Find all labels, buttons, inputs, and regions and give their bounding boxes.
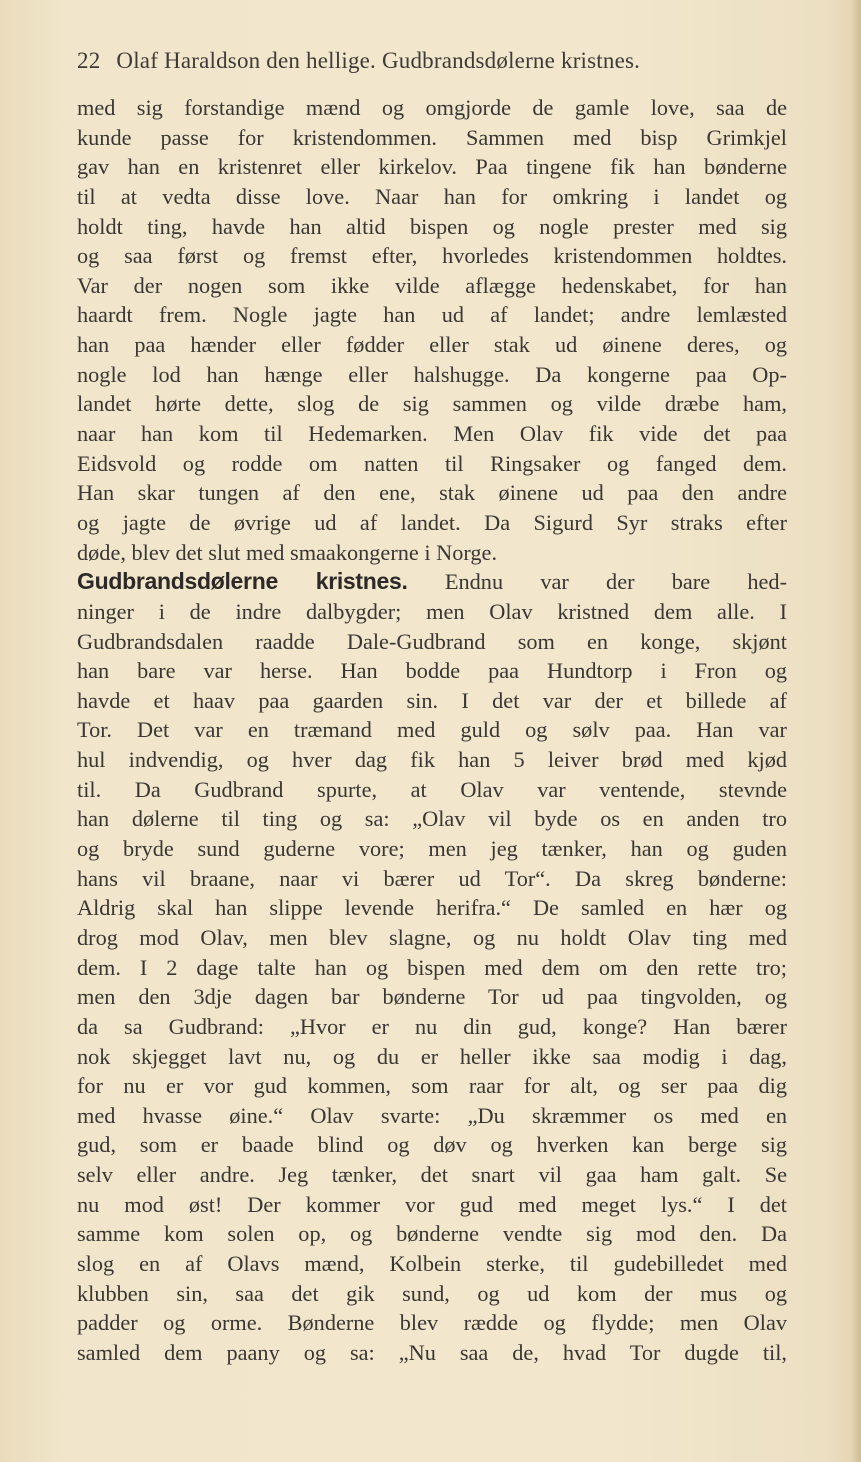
text-line: han bare var herse. Han bodde paa Hundtorp i Fron og — [77, 658, 787, 684]
text-line: men den 3dje dagen bar bønderne Tor ud paa tingvolden, og — [77, 984, 787, 1010]
page-edge-shadow — [851, 0, 861, 1462]
text-line: naar han kom til Hedemarken. Men Olav fik vide det paa — [77, 421, 787, 447]
text-line: nu mod øst! Der kommer vor gud med meget lys.“ I det — [77, 1191, 787, 1217]
section-start-line — [77, 567, 787, 597]
text-line: til. Da Gudbrand spurte, at Olav var ventende, stevnde — [77, 776, 787, 802]
running-title: Olaf Haraldson den hellige. Gudbrandsdølerne kristnes. — [116, 48, 641, 73]
text-line: landet hørte dette, slog de sig sammen og vilde dræbe ham, — [77, 391, 787, 417]
text-line: dem. I 2 dage talte han og bispen med dem om den rette tro; — [77, 954, 787, 980]
text-line: samled dem paany og sa: „Nu saa de, hvad Tor dugde til, — [77, 1339, 787, 1365]
text-line: kunde passe for kristendommen. Sammen med bisp Grimkjel — [77, 124, 787, 150]
text-line: Aldrig skal han slippe levende herifra.“ De samled en hær og — [77, 895, 787, 921]
text-line: slog en af Olavs mænd, Kolbein sterke, til gudebilledet med — [77, 1250, 787, 1276]
text-line: ninger i de indre dalbygder; men Olav kristned dem alle. I — [77, 598, 787, 624]
text-line: hul indvendig, og hver dag fik han 5 leiver brød med kjød — [77, 747, 787, 773]
text-line: drog mod Olav, men blev slagne, og nu holdt Olav ting med — [77, 924, 787, 950]
text-line: og saa først og fremst efter, hvorledes kristendommen holdtes. — [77, 243, 787, 269]
text-line: klubben sin, saa det gik sund, og ud kom der mus og — [77, 1280, 787, 1306]
text-line: havde et haav paa gaarden sin. I det var der et billede af — [77, 687, 787, 713]
text-line: Tor. Det var en træmand med guld og sølv paa. Han var — [77, 717, 787, 743]
text-line: med sig forstandige mænd og omgjorde de gamle love, saa de — [77, 95, 787, 120]
text-line: Eidsvold og rodde om natten til Ringsaker og fanged dem. — [77, 450, 787, 476]
text-line: han dølerne til ting og sa: „Olav vil byde os en anden tro — [77, 806, 787, 832]
text-line: selv eller andre. Jeg tænker, det snart vil gaa ham galt. Se — [77, 1162, 787, 1188]
text-line: holdt ting, havde han altid bispen og nogle prester med sig — [77, 213, 787, 239]
text-line: med hvasse øine.“ Olav svarte: „Du skræmmer os med en — [77, 1102, 787, 1128]
body-text — [77, 93, 787, 1368]
text-line: nok skjegget lavt nu, og du er heller ikke saa modig i dag, — [77, 1043, 787, 1069]
text-line: og bryde sund guderne vore; men jeg tænker, han og guden — [77, 836, 787, 862]
text-line: han paa hænder eller fødder eller stak ud øinene deres, og — [77, 332, 787, 358]
text-line: gav han en kristenret eller kirkelov. Paa tingene fik han bønderne — [77, 154, 787, 180]
text-line: haardt frem. Nogle jagte han ud af landet; andre lemlæsted — [77, 302, 787, 328]
text-line: padder og orme. Bønderne blev rædde og flydde; men Olav — [77, 1310, 787, 1336]
text-line-fragment: Endnu var der bare hed- — [444, 569, 787, 595]
page-number: 22 — [77, 48, 101, 73]
text-line: for nu er vor gud kommen, som raar for alt, og ser paa dig — [77, 1073, 787, 1099]
text-line: døde, blev det slut med smaakongerne i Norge. — [77, 539, 498, 565]
text-line: Gudbrandsdalen raadde Dale-Gudbrand som en konge, skjønt — [77, 628, 787, 654]
text-line: Var der nogen som ikke vilde aflægge hedenskabet, for han — [77, 272, 787, 298]
text-line: da sa Gudbrand: „Hvor er nu din gud, konge? Han bærer — [77, 1013, 787, 1039]
text-line: samme kom solen op, og bønderne vendte sig mod den. Da — [77, 1221, 787, 1247]
section-heading: Gudbrandsdølerne kristnes. — [77, 568, 408, 595]
text-line: til at vedta disse love. Naar han for omkring i landet og — [77, 183, 787, 209]
text-line: Han skar tungen af den ene, stak øinene ud paa den andre — [77, 480, 787, 506]
running-header — [77, 48, 789, 84]
text-line: gud, som er baade blind og døv og hverken kan berge sig — [77, 1132, 787, 1158]
text-line: nogle lod han hænge eller halshugge. Da kongerne paa Op- — [77, 361, 787, 387]
text-line: og jagte de øvrige ud af landet. Da Sigurd Syr straks efter — [77, 509, 787, 535]
text-line: hans vil braane, naar vi bærer ud Tor“. Da skreg bønderne: — [77, 865, 787, 891]
